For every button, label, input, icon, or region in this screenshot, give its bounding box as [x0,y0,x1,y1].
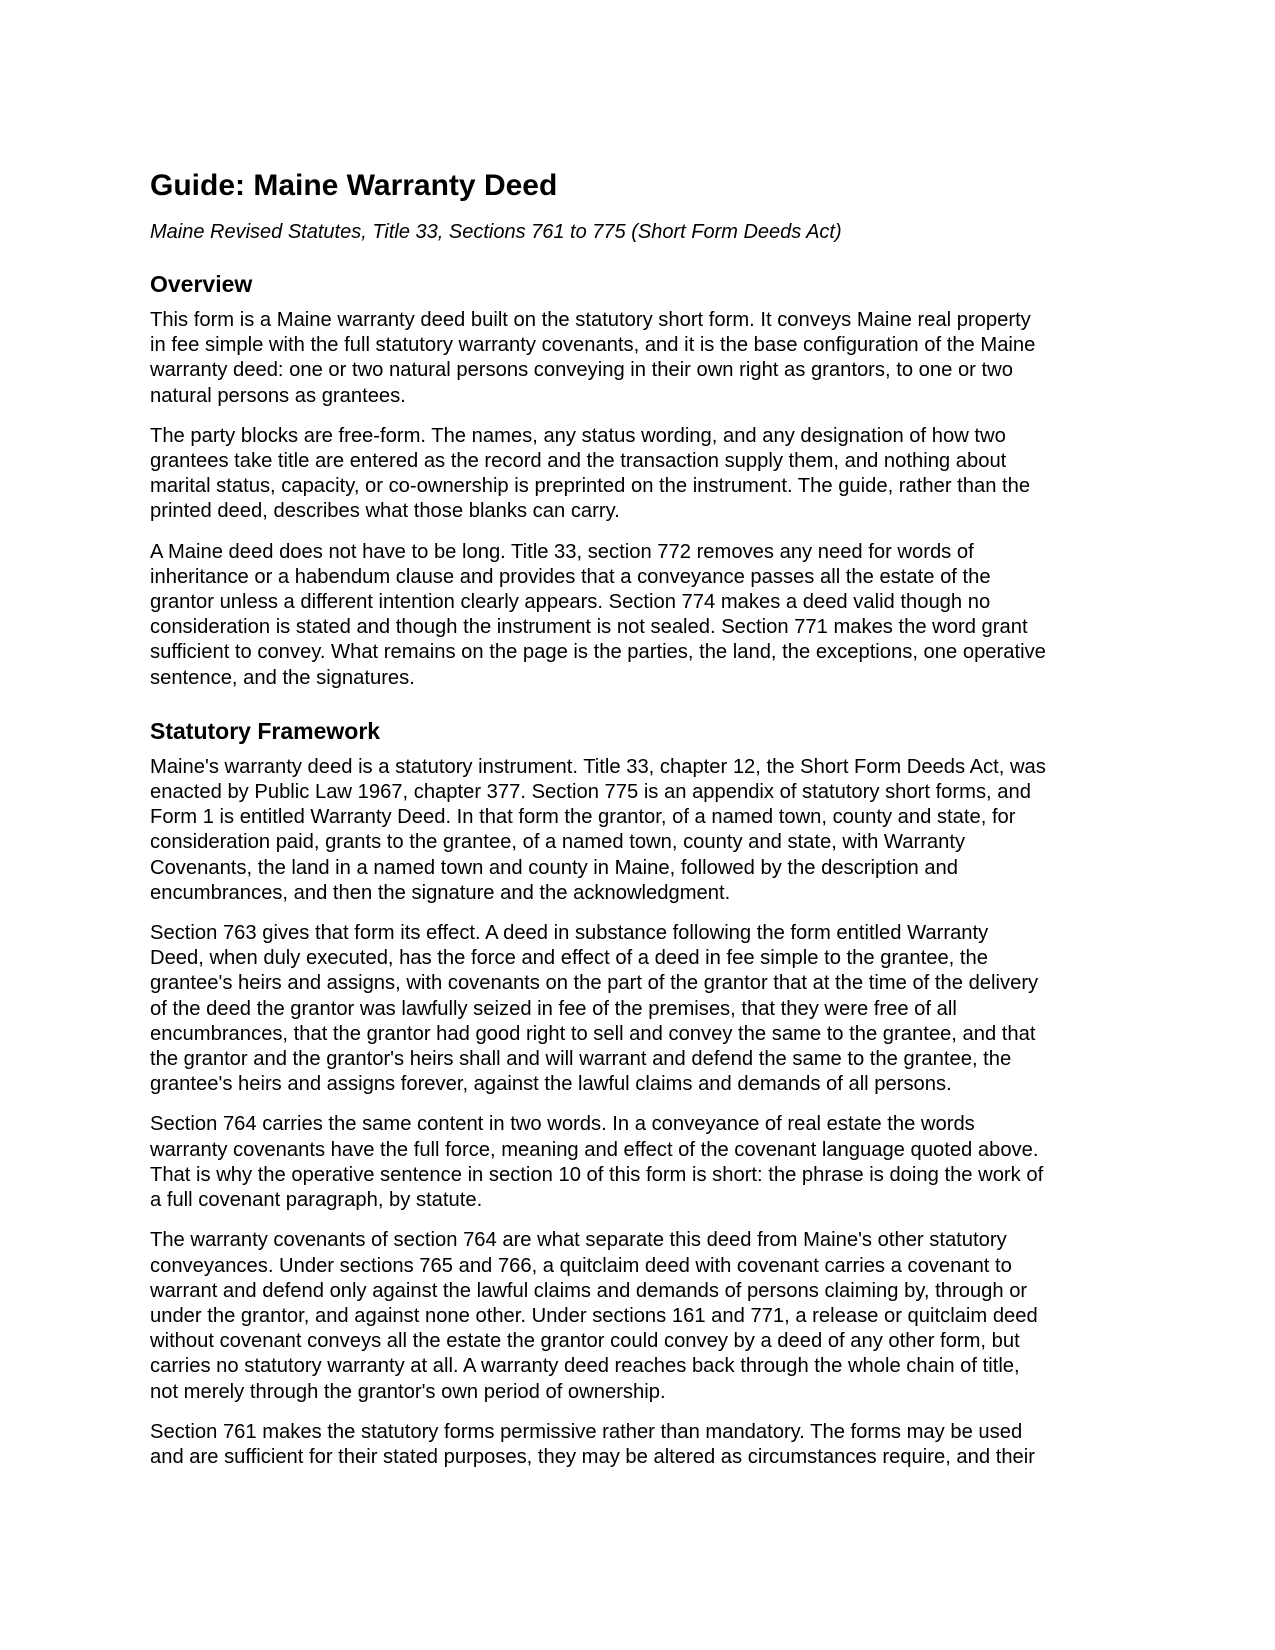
document-page [150,168,1130,1470]
document-subtitle: Maine Revised Statutes, Title 33, Sections 761 to 775 (Short Form Deeds Act) [150,221,842,243]
framework-paragraph-3: Section 764 carries the same content in two words. In a conveyance of real estate the words warranty covenants have the full force, meaning and effect of the covenant language quoted above. That is why the operative sentence in section 10 of this form is short: the phrase is doing the work of a full covenant paragraph, by statute. [150,1113,1044,1212]
framework-paragraph-2: Section 763 gives that form its effect. A deed in substance following the form entitled Warranty Deed, when duly executed, has the force and effect of a deed in fee simple to the grantee, the grantee's heirs and assigns, with covenants on the part of the grantor that at the time of the delivery of the deed the grantor was lawfully seized in fee of the premises, that they were free of all encumbrances, that the grantor had good right to sell and convey the same to the grantee, and that the grantor and the grantor's heirs shall and will warrant and defend the same to the grantee, the grantee's heirs and assigns forever, against the lawful claims and demands of all persons. [150,922,1039,1096]
document-title: Guide: Maine Warranty Deed [150,169,558,202]
overview-paragraph-3: A Maine deed does not have to be long. Title 33, section 772 removes any need for words of inheritance or a habendum clause and provides that a conveyance passes all the estate of the grantor unless a different intention clearly appears. Section 774 makes a deed valid though no consideration is stated and though the instrument is not sealed. Section 771 makes the word grant sufficient to convey. What remains on the page is the parties, the land, the exceptions, one operative sentence, and the signatures. [150,540,1046,689]
section-heading-overview: Overview [150,271,253,297]
section-heading-statutory-framework: Statutory Framework [150,717,381,744]
framework-paragraph-5: Section 761 makes the statutory forms permissive rather than mandatory. The forms may be used and are sufficient for their stated purposes, they may be altered as circumstances require, and their [150,1420,1035,1468]
overview-paragraph-2: The party blocks are free-form. The names, any status wording, and any designation of how two grantees take title are entered as the record and the transaction supply them, and nothing about marital status, capacity, or co-ownership is preprinted on the instrument. The guide, rather than the printed deed, describes what those blanks can carry. [150,424,1031,523]
framework-paragraph-1: Maine's warranty deed is a statutory instrument. Title 33, chapter 12, the Short Form Deeds Act, was enacted by Public Law 1967, chapter 377. Section 775 is an appendix of statutory short forms, and Form 1 is entitled Warranty Deed. In that form the grantor, of a named town, county and state, for consideration paid, grants to the grantee, of a named town, county and state, with Warranty Covenants, the land in a named town and county in Maine, followed by the description and encumbrances, and then the signature and the acknowledgment. [150,755,1046,904]
framework-paragraph-4: The warranty covenants of section 764 are what separate this deed from Maine's other statutory conveyances. Under sections 765 and 766, a quitclaim deed with covenant carries a covenant to warrant and defend only against the lawful claims and demands of persons claiming by, through or under the grantor, and against none other. Under sections 161 and 771, a release or quitclaim deed without covenant conveys all the estate the grantor could convey by a deed of any other form, but carries no statutory warranty at all. A warranty deed reaches back through the whole chain of title, not merely through the grantor's own period of ownership. [150,1229,1038,1403]
overview-paragraph-1: This form is a Maine warranty deed built on the statutory short form. It conveys Maine real property in fee simple with the full statutory warranty covenants, and it is the base configuration of the Maine warranty deed: one or two natural persons conveying in their own right as grantors, to one or two natural persons as grantees. [150,309,1036,407]
